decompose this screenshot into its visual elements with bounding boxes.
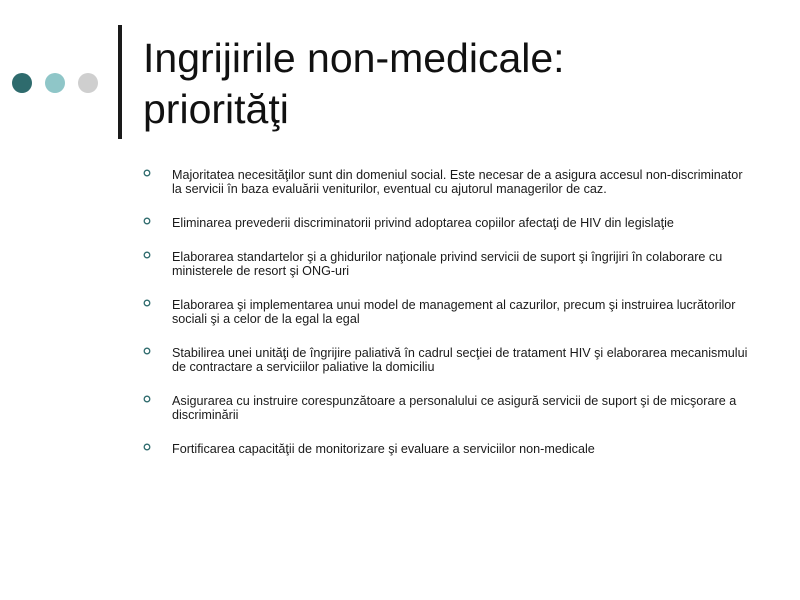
decorative-dots (12, 73, 98, 93)
hollow-circle-bullet-icon (143, 443, 151, 451)
title-divider (118, 25, 122, 139)
hollow-circle-bullet-icon (143, 299, 151, 307)
bullet-list (143, 168, 748, 476)
bullet-item (143, 394, 748, 422)
bullet-text: Elaborarea standartelor şi a ghidurilor naţionale privind servicii de suport şi îngrijiri în colaborare cu ministerele de resort şi ONG-uri (172, 250, 723, 278)
slide-title-line-1: Ingrijirile non-medicale: (143, 35, 565, 81)
bullet-text: Elaborarea şi implementarea unui model de management al cazurilor, precum şi instruirea lucrătorilor sociali şi a celor de la egal la egal (172, 298, 736, 326)
dot-light-icon (45, 73, 65, 93)
dot-gray-icon (78, 73, 98, 93)
bullet-text: Stabilirea unei unităţi de îngrijire paliativă în cadrul secţiei de tratament HIV şi elaborarea mecanismului de contractare a serviciilor paliative la domiciliu (172, 346, 748, 374)
slide-title (143, 33, 763, 135)
hollow-circle-bullet-icon (143, 395, 151, 403)
bullet-item (143, 168, 748, 196)
hollow-circle-bullet-icon (143, 217, 151, 225)
bullet-item (143, 346, 748, 374)
bullet-item (143, 250, 748, 278)
dot-dark-icon (12, 73, 32, 93)
bullet-text: Asigurarea cu instruire corespunzătoare a personalului ce asigură servicii de suport şi de micşorare a discriminării (172, 394, 737, 422)
bullet-text: Fortificarea capacităţii de monitorizare şi evaluare a serviciilor non-medicale (172, 442, 595, 456)
bullet-item (143, 298, 748, 326)
bullet-text: Majoritatea necesităţilor sunt din domeniul social. Este necesar de a asigura accesul non-discriminator la servicii în baza evaluării veniturilor, eventual cu ajutorul managerilor de caz. (172, 168, 743, 196)
bullet-item (143, 216, 748, 230)
hollow-circle-bullet-icon (143, 347, 151, 355)
bullet-text: Eliminarea prevederii discriminatorii privind adoptarea copiilor afectaţi de HIV din legislaţie (172, 216, 674, 230)
hollow-circle-bullet-icon (143, 169, 151, 177)
slide-title-line-2: priorităţi (143, 86, 289, 132)
hollow-circle-bullet-icon (143, 251, 151, 259)
bullet-item (143, 442, 748, 456)
